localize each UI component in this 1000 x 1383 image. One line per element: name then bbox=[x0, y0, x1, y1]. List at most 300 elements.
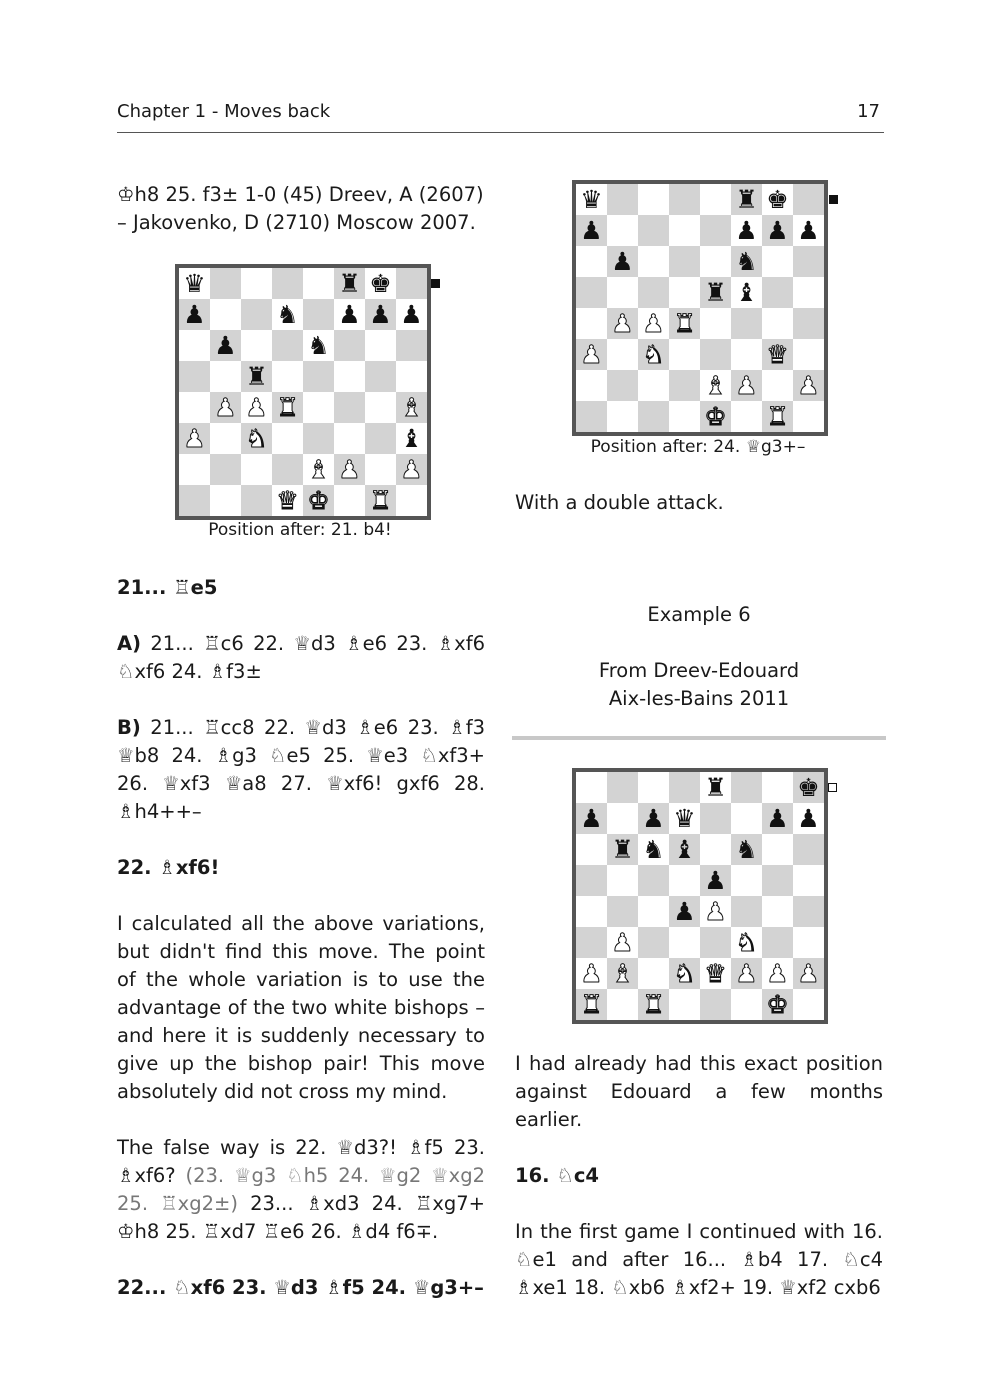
board-square bbox=[241, 454, 272, 485]
board-square bbox=[272, 330, 303, 361]
black-pawn-icon: ♟ bbox=[611, 247, 634, 276]
board-square bbox=[365, 485, 396, 516]
white-bishop-icon: ♝ bbox=[611, 959, 634, 988]
board-square bbox=[700, 958, 731, 989]
intro-text: ♔h8 25. f3± 1-0 (45) Dreev, A (2607) – Jakovenko, D (2710) Moscow 2007. bbox=[117, 183, 484, 234]
board-square bbox=[638, 308, 669, 339]
board-square bbox=[793, 927, 824, 958]
black-pawn-icon: ♟ bbox=[766, 216, 789, 245]
black-bishop-icon: ♝ bbox=[735, 278, 758, 307]
board-square bbox=[210, 392, 241, 423]
board-square bbox=[365, 268, 396, 299]
white-knight-icon: ♞ bbox=[642, 340, 665, 369]
board-square bbox=[793, 989, 824, 1020]
white-pawn-icon: ♟ bbox=[580, 959, 603, 988]
board-square bbox=[762, 370, 793, 401]
board-square bbox=[241, 485, 272, 516]
board-square bbox=[365, 392, 396, 423]
variation-b-text: 21... ♖cc8 22. ♕d3 ♗e6 23. ♗f3 ♕b8 24. ♗g3 ♘e5 25. ♕e3 ♘xf3+ 26. ♕xf3 ♕a8 27. ♕xf6! gxf6 28. ♗h4++– bbox=[117, 716, 485, 823]
board-square bbox=[576, 989, 607, 1020]
board-square bbox=[731, 308, 762, 339]
black-pawn-icon: ♟ bbox=[214, 331, 237, 360]
board-square bbox=[669, 927, 700, 958]
board-square bbox=[607, 246, 638, 277]
board-square bbox=[762, 401, 793, 432]
black-pawn-icon: ♟ bbox=[642, 804, 665, 833]
board-square bbox=[396, 268, 427, 299]
board-square bbox=[793, 339, 824, 370]
black-rook-icon: ♜ bbox=[735, 185, 758, 214]
board-square bbox=[576, 215, 607, 246]
page-number: 17 bbox=[857, 101, 880, 122]
board-square bbox=[638, 896, 669, 927]
white-rook-icon: ♜ bbox=[580, 990, 603, 1019]
board-square bbox=[762, 958, 793, 989]
board-square bbox=[762, 184, 793, 215]
board-square bbox=[576, 339, 607, 370]
board-square bbox=[607, 896, 638, 927]
variation-b bbox=[117, 714, 485, 826]
board-square bbox=[179, 330, 210, 361]
black-queen-icon: ♛ bbox=[580, 185, 603, 214]
paragraph-calculation: I calculated all the above variations, but didn't find this move. The point of the whole variation is to use the advantage of the two white bishops – and here it is suddenly necessary to give up the bishop pair! This move absolutely did not cross my mind. bbox=[117, 912, 485, 1103]
board-square bbox=[793, 215, 824, 246]
board-square bbox=[700, 277, 731, 308]
board-square bbox=[638, 772, 669, 803]
turn-indicator-black bbox=[829, 195, 838, 204]
variation-b-label: B) bbox=[117, 716, 141, 739]
black-bishop-icon: ♝ bbox=[673, 835, 696, 864]
board-square bbox=[607, 834, 638, 865]
white-king-icon: ♚ bbox=[307, 486, 330, 515]
board-square bbox=[762, 927, 793, 958]
board-square bbox=[638, 834, 669, 865]
white-pawn-icon: ♟ bbox=[611, 309, 634, 338]
black-queen-icon: ♛ bbox=[673, 804, 696, 833]
white-pawn-icon: ♟ bbox=[766, 959, 789, 988]
board-square bbox=[762, 834, 793, 865]
white-knight-icon: ♞ bbox=[735, 928, 758, 957]
board-square bbox=[396, 330, 427, 361]
board-square bbox=[731, 370, 762, 401]
move-22: 22. ♗xf6! bbox=[117, 856, 220, 879]
board-square bbox=[731, 803, 762, 834]
board-square bbox=[762, 215, 793, 246]
board-square bbox=[762, 308, 793, 339]
left-column-lower bbox=[117, 574, 485, 1302]
board-square bbox=[762, 277, 793, 308]
board-square bbox=[272, 361, 303, 392]
white-pawn-icon: ♟ bbox=[704, 897, 727, 926]
board-square bbox=[303, 330, 334, 361]
board-square bbox=[638, 927, 669, 958]
board-square bbox=[334, 392, 365, 423]
false-way-main: The false way is 22. ♕d3?! ♗f5 23. ♗xf6? bbox=[117, 1136, 485, 1187]
example-source-line-2: Aix-les-Bains 2011 bbox=[608, 687, 790, 710]
board-square bbox=[576, 184, 607, 215]
board-square bbox=[334, 485, 365, 516]
board-square bbox=[179, 392, 210, 423]
board-square bbox=[700, 803, 731, 834]
board-square bbox=[210, 330, 241, 361]
board-square bbox=[576, 277, 607, 308]
board-square bbox=[210, 268, 241, 299]
board-square bbox=[793, 834, 824, 865]
board-square bbox=[700, 865, 731, 896]
black-king-icon: ♚ bbox=[797, 773, 820, 802]
board-square bbox=[607, 277, 638, 308]
example-source-line-1: From Dreev-Edouard bbox=[598, 659, 800, 682]
previous-game-text: I had already had this exact position against Edouard a few months earlier. bbox=[515, 1052, 883, 1131]
board-square bbox=[731, 989, 762, 1020]
board-square bbox=[638, 803, 669, 834]
board-square bbox=[700, 772, 731, 803]
board-square bbox=[576, 803, 607, 834]
board-square bbox=[638, 370, 669, 401]
board-square bbox=[762, 865, 793, 896]
board-square bbox=[272, 299, 303, 330]
board-square bbox=[210, 361, 241, 392]
board-square bbox=[731, 215, 762, 246]
board-square bbox=[396, 392, 427, 423]
board-square bbox=[700, 370, 731, 401]
board-square bbox=[272, 485, 303, 516]
board-square bbox=[731, 184, 762, 215]
board-square bbox=[576, 896, 607, 927]
board-square bbox=[700, 339, 731, 370]
white-queen-icon: ♛ bbox=[766, 340, 789, 369]
board-square bbox=[576, 958, 607, 989]
board-square bbox=[669, 246, 700, 277]
white-rook-icon: ♜ bbox=[673, 309, 696, 338]
white-pawn-icon: ♟ bbox=[797, 959, 820, 988]
board-square bbox=[669, 339, 700, 370]
black-rook-icon: ♜ bbox=[245, 362, 268, 391]
board-square bbox=[700, 215, 731, 246]
board-square bbox=[793, 958, 824, 989]
double-attack-text: With a double attack. bbox=[515, 491, 724, 514]
board-square bbox=[762, 339, 793, 370]
board-square bbox=[638, 989, 669, 1020]
black-knight-icon: ♞ bbox=[735, 247, 758, 276]
black-pawn-icon: ♟ bbox=[369, 300, 392, 329]
board-square bbox=[700, 246, 731, 277]
board-square bbox=[607, 989, 638, 1020]
board-square bbox=[576, 772, 607, 803]
board-square bbox=[272, 392, 303, 423]
board-square bbox=[607, 958, 638, 989]
board-square bbox=[793, 896, 824, 927]
board-square bbox=[179, 485, 210, 516]
board-square bbox=[793, 803, 824, 834]
chapter-title: Chapter 1 - Moves back bbox=[117, 101, 331, 122]
white-pawn-icon: ♟ bbox=[183, 424, 206, 453]
black-king-icon: ♚ bbox=[766, 185, 789, 214]
board-square bbox=[365, 423, 396, 454]
example-title: Example 6 bbox=[647, 603, 751, 626]
board-square bbox=[334, 268, 365, 299]
board-square bbox=[731, 896, 762, 927]
board-square bbox=[241, 268, 272, 299]
board-square bbox=[793, 184, 824, 215]
black-pawn-icon: ♟ bbox=[797, 804, 820, 833]
black-king-icon: ♚ bbox=[369, 269, 392, 298]
black-pawn-icon: ♟ bbox=[183, 300, 206, 329]
white-pawn-icon: ♟ bbox=[400, 455, 423, 484]
board-square bbox=[669, 896, 700, 927]
black-rook-icon: ♜ bbox=[704, 278, 727, 307]
board-square bbox=[607, 772, 638, 803]
board-square bbox=[793, 246, 824, 277]
board-square bbox=[638, 958, 669, 989]
board-square bbox=[731, 865, 762, 896]
turn-indicator-black bbox=[431, 279, 440, 288]
board-square bbox=[731, 927, 762, 958]
board-square bbox=[365, 330, 396, 361]
board-square bbox=[179, 361, 210, 392]
right-column-lower bbox=[515, 1050, 883, 1302]
board-square bbox=[731, 277, 762, 308]
white-pawn-icon: ♟ bbox=[735, 959, 758, 988]
section-divider bbox=[512, 736, 886, 740]
white-pawn-icon: ♟ bbox=[642, 309, 665, 338]
board-square bbox=[638, 277, 669, 308]
board-square bbox=[762, 803, 793, 834]
white-pawn-icon: ♟ bbox=[338, 455, 361, 484]
first-game-text: In the first game I continued with 16. ♘e1 and after 16... ♗b4 17. ♘c4 ♗xe1 18. ♘xb6 ♗xf2+ 19. ♕xf2 cxb6 bbox=[515, 1220, 883, 1299]
false-way-sideline: (23. ♕g3 ♘h5 24. ♕g2 ♕xg2 25. ♖xg2±) bbox=[117, 1164, 485, 1215]
board-square bbox=[179, 454, 210, 485]
black-pawn-icon: ♟ bbox=[735, 216, 758, 245]
paragraph-false-way bbox=[117, 1134, 485, 1246]
black-rook-icon: ♜ bbox=[338, 269, 361, 298]
board-square bbox=[365, 299, 396, 330]
board-square bbox=[762, 896, 793, 927]
turn-indicator-white bbox=[828, 783, 837, 792]
board-square bbox=[700, 401, 731, 432]
board-square bbox=[669, 865, 700, 896]
board-square bbox=[607, 865, 638, 896]
board-square bbox=[731, 401, 762, 432]
white-rook-icon: ♜ bbox=[369, 486, 392, 515]
false-way-continuation: 23... ♗xd3 24. ♖xg7+ ♔h8 25. ♖xd7 ♖e6 26. ♗d4 f6∓. bbox=[117, 1192, 485, 1243]
black-queen-icon: ♛ bbox=[183, 269, 206, 298]
black-pawn-icon: ♟ bbox=[704, 866, 727, 895]
board-square bbox=[607, 927, 638, 958]
board-square bbox=[241, 361, 272, 392]
board-square bbox=[179, 299, 210, 330]
final-moves: 22... ♘xf6 23. ♕d3 ♗f5 24. ♕g3+– bbox=[117, 1276, 484, 1299]
white-knight-icon: ♞ bbox=[673, 959, 696, 988]
variation-a-text: 21... ♖c6 22. ♕d3 ♗e6 23. ♗xf6 ♘xf6 24. ♗f3± bbox=[117, 632, 485, 683]
board-square bbox=[396, 454, 427, 485]
board-square bbox=[669, 184, 700, 215]
board-square bbox=[396, 361, 427, 392]
chess-diagram-2 bbox=[572, 180, 828, 436]
board-square bbox=[303, 268, 334, 299]
white-rook-icon: ♜ bbox=[766, 402, 789, 431]
board-square bbox=[669, 803, 700, 834]
board-square bbox=[576, 308, 607, 339]
board-square bbox=[607, 215, 638, 246]
board-square bbox=[303, 361, 334, 392]
board-square bbox=[179, 423, 210, 454]
board-square bbox=[303, 299, 334, 330]
board-square bbox=[731, 246, 762, 277]
board-square bbox=[669, 215, 700, 246]
black-knight-icon: ♞ bbox=[307, 331, 330, 360]
board-square bbox=[210, 423, 241, 454]
board-square bbox=[576, 246, 607, 277]
chess-diagram-1 bbox=[175, 264, 431, 520]
board-square bbox=[762, 989, 793, 1020]
board-square bbox=[303, 485, 334, 516]
move-21: 21... ♖e5 bbox=[117, 576, 218, 599]
board-square bbox=[576, 927, 607, 958]
board-square bbox=[700, 184, 731, 215]
white-king-icon: ♚ bbox=[704, 402, 727, 431]
black-pawn-icon: ♟ bbox=[338, 300, 361, 329]
board-square bbox=[700, 896, 731, 927]
board-square bbox=[303, 392, 334, 423]
board-square bbox=[731, 339, 762, 370]
board-square bbox=[762, 246, 793, 277]
board-square bbox=[334, 454, 365, 485]
white-rook-icon: ♜ bbox=[642, 990, 665, 1019]
board-square bbox=[272, 268, 303, 299]
board-square bbox=[669, 989, 700, 1020]
board-square bbox=[607, 401, 638, 432]
white-pawn-icon: ♟ bbox=[611, 928, 634, 957]
board-square bbox=[638, 215, 669, 246]
white-queen-icon: ♛ bbox=[276, 486, 299, 515]
black-pawn-icon: ♟ bbox=[673, 897, 696, 926]
left-column bbox=[117, 181, 485, 237]
board-square bbox=[793, 865, 824, 896]
white-bishop-icon: ♝ bbox=[704, 371, 727, 400]
board-square bbox=[241, 299, 272, 330]
board-square bbox=[762, 772, 793, 803]
board-square bbox=[607, 803, 638, 834]
board-square bbox=[576, 865, 607, 896]
white-king-icon: ♚ bbox=[766, 990, 789, 1019]
white-pawn-icon: ♟ bbox=[580, 340, 603, 369]
right-column-upper bbox=[515, 489, 883, 713]
variation-a-label: A) bbox=[117, 632, 142, 655]
board-square bbox=[241, 423, 272, 454]
board-square bbox=[576, 370, 607, 401]
board-square bbox=[272, 423, 303, 454]
board-square bbox=[396, 485, 427, 516]
board-square bbox=[638, 339, 669, 370]
board-square bbox=[576, 401, 607, 432]
black-pawn-icon: ♟ bbox=[400, 300, 423, 329]
black-pawn-icon: ♟ bbox=[766, 804, 789, 833]
move-16: 16. ♘c4 bbox=[515, 1164, 599, 1187]
board-square bbox=[241, 330, 272, 361]
board-square bbox=[607, 339, 638, 370]
board-square bbox=[272, 454, 303, 485]
board-square bbox=[334, 330, 365, 361]
white-queen-icon: ♛ bbox=[704, 959, 727, 988]
board-square bbox=[210, 454, 241, 485]
board-square bbox=[793, 308, 824, 339]
board-square bbox=[179, 268, 210, 299]
board-square bbox=[793, 772, 824, 803]
board-square bbox=[669, 277, 700, 308]
board-square bbox=[303, 423, 334, 454]
board-square bbox=[700, 989, 731, 1020]
board-square bbox=[576, 834, 607, 865]
board-square bbox=[303, 454, 334, 485]
diagram-1-caption: Position after: 21. b4! bbox=[208, 520, 392, 540]
chess-diagram-3 bbox=[572, 768, 828, 1024]
black-bishop-icon: ♝ bbox=[400, 424, 423, 453]
variation-a bbox=[117, 630, 485, 686]
board-square bbox=[210, 485, 241, 516]
board-square bbox=[638, 184, 669, 215]
black-knight-icon: ♞ bbox=[735, 835, 758, 864]
board-square bbox=[731, 958, 762, 989]
white-pawn-icon: ♟ bbox=[797, 371, 820, 400]
board-square bbox=[607, 184, 638, 215]
board-square bbox=[334, 423, 365, 454]
board-square bbox=[731, 772, 762, 803]
board-square bbox=[607, 370, 638, 401]
board-square bbox=[731, 834, 762, 865]
white-bishop-icon: ♝ bbox=[400, 393, 423, 422]
board-square bbox=[793, 370, 824, 401]
board-square bbox=[669, 834, 700, 865]
black-rook-icon: ♜ bbox=[704, 773, 727, 802]
board-square bbox=[700, 927, 731, 958]
black-pawn-icon: ♟ bbox=[580, 216, 603, 245]
board-square bbox=[334, 299, 365, 330]
board-square bbox=[793, 277, 824, 308]
board-square bbox=[396, 299, 427, 330]
board-square bbox=[638, 401, 669, 432]
black-pawn-icon: ♟ bbox=[797, 216, 820, 245]
board-square bbox=[669, 958, 700, 989]
diagram-2-caption: Position after: 24. ♕g3+– bbox=[590, 437, 806, 457]
board-square bbox=[607, 308, 638, 339]
board-square bbox=[396, 423, 427, 454]
black-knight-icon: ♞ bbox=[642, 835, 665, 864]
board-square bbox=[669, 308, 700, 339]
black-pawn-icon: ♟ bbox=[580, 804, 603, 833]
white-bishop-icon: ♝ bbox=[307, 455, 330, 484]
white-rook-icon: ♜ bbox=[276, 393, 299, 422]
white-pawn-icon: ♟ bbox=[735, 371, 758, 400]
board-square bbox=[669, 772, 700, 803]
white-knight-icon: ♞ bbox=[245, 424, 268, 453]
board-square bbox=[700, 834, 731, 865]
board-square bbox=[669, 370, 700, 401]
board-square bbox=[334, 361, 365, 392]
board-square bbox=[241, 392, 272, 423]
page-header bbox=[117, 100, 884, 133]
board-square bbox=[210, 299, 241, 330]
board-square bbox=[793, 401, 824, 432]
black-knight-icon: ♞ bbox=[276, 300, 299, 329]
board-square bbox=[638, 865, 669, 896]
black-rook-icon: ♜ bbox=[611, 835, 634, 864]
white-pawn-icon: ♟ bbox=[245, 393, 268, 422]
board-square bbox=[365, 454, 396, 485]
board-square bbox=[669, 401, 700, 432]
board-square bbox=[700, 308, 731, 339]
white-pawn-icon: ♟ bbox=[214, 393, 237, 422]
